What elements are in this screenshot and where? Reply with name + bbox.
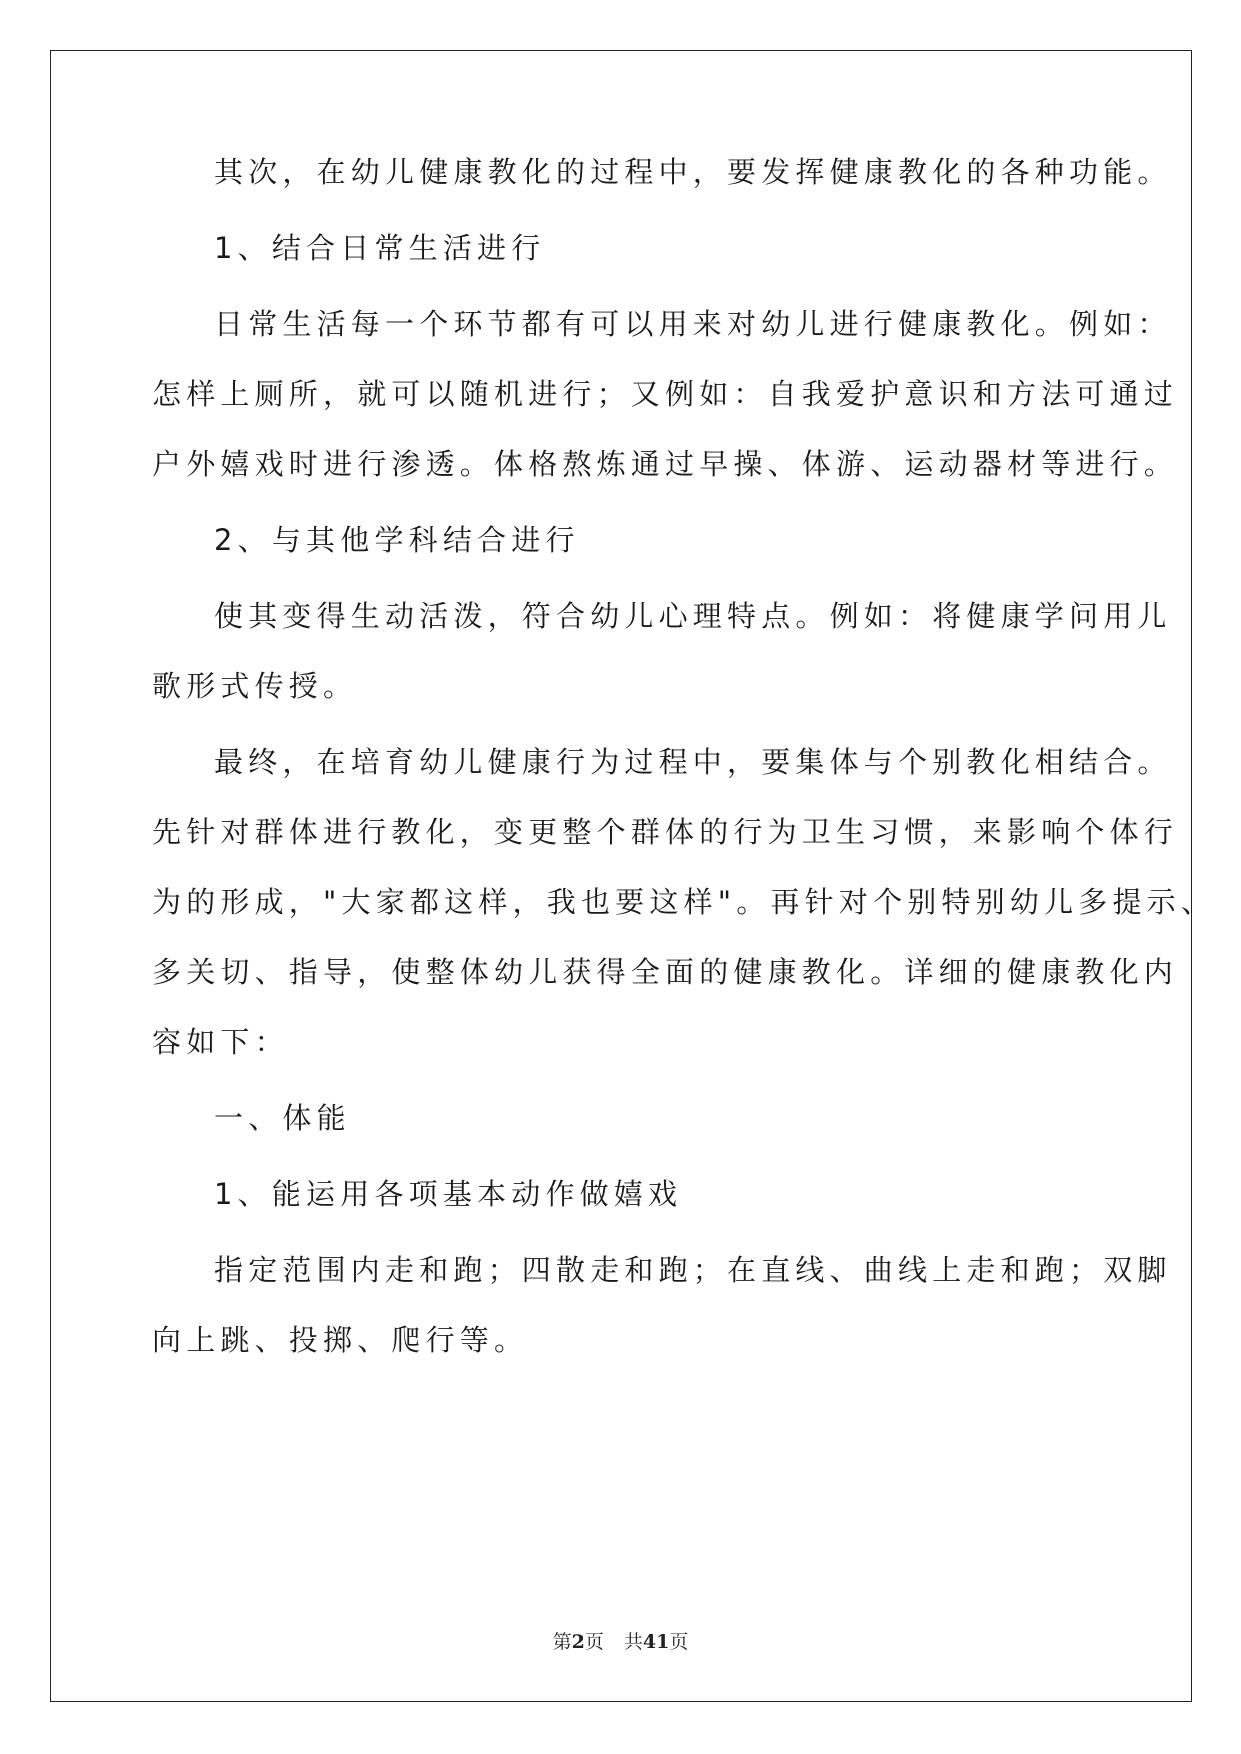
footer-page-unit: 页 (584, 1631, 604, 1653)
text-line: 1、结合日常生活进行 (214, 231, 546, 265)
text-line: 使其变得生动活泼，符合幼儿心理特点。例如：将健康学问用儿 (214, 599, 1172, 633)
footer-total-prefix: 共 (623, 1631, 643, 1653)
text-line: 户外嬉戏时进行渗透。体格熬炼通过早操、体游、运动器材等进行。 (152, 447, 1179, 481)
total-page-number: 41 (642, 1631, 670, 1653)
page-border (50, 50, 1192, 1702)
text-line: 先针对群体进行教化，变更整个群体的行为卫生习惯，来影响个体行 (152, 815, 1179, 849)
text-line: 最终，在培育幼儿健康行为过程中，要集体与个别教化相结合。 (214, 745, 1172, 779)
text-line: 歌形式传授。 (152, 669, 358, 703)
text-line: 指定范围内走和跑；四散走和跑；在直线、曲线上走和跑；双脚 (214, 1253, 1172, 1287)
text-line: 一、体能 (214, 1101, 351, 1135)
page-footer (0, 1627, 1241, 1654)
text-line: 其次，在幼儿健康教化的过程中，要发挥健康教化的各种功能。 (214, 155, 1172, 189)
text-line: 容如下： (152, 1025, 289, 1059)
text-line: 多关切、指导，使整体幼儿获得全面的健康教化。详细的健康教化内 (152, 955, 1179, 989)
text-line: 日常生活每一个环节都有可以用来对幼儿进行健康教化。例如： (214, 307, 1172, 341)
text-line: 为的形成，"大家都这样，我也要这样"。再针对个别特别幼儿多提示、 (152, 885, 1216, 919)
text-line: 怎样上厕所，就可以随机进行；又例如：自我爱护意识和方法可通过 (152, 377, 1179, 411)
text-line: 向上跳、投掷、爬行等。 (152, 1323, 529, 1357)
text-line: 1、能运用各项基本动作做嬉戏 (214, 1177, 683, 1211)
current-page-number: 2 (571, 1631, 585, 1653)
footer-total-unit: 页 (669, 1631, 689, 1653)
text-line: 2、与其他学科结合进行 (214, 523, 580, 557)
footer-prefix: 第 (552, 1631, 572, 1653)
